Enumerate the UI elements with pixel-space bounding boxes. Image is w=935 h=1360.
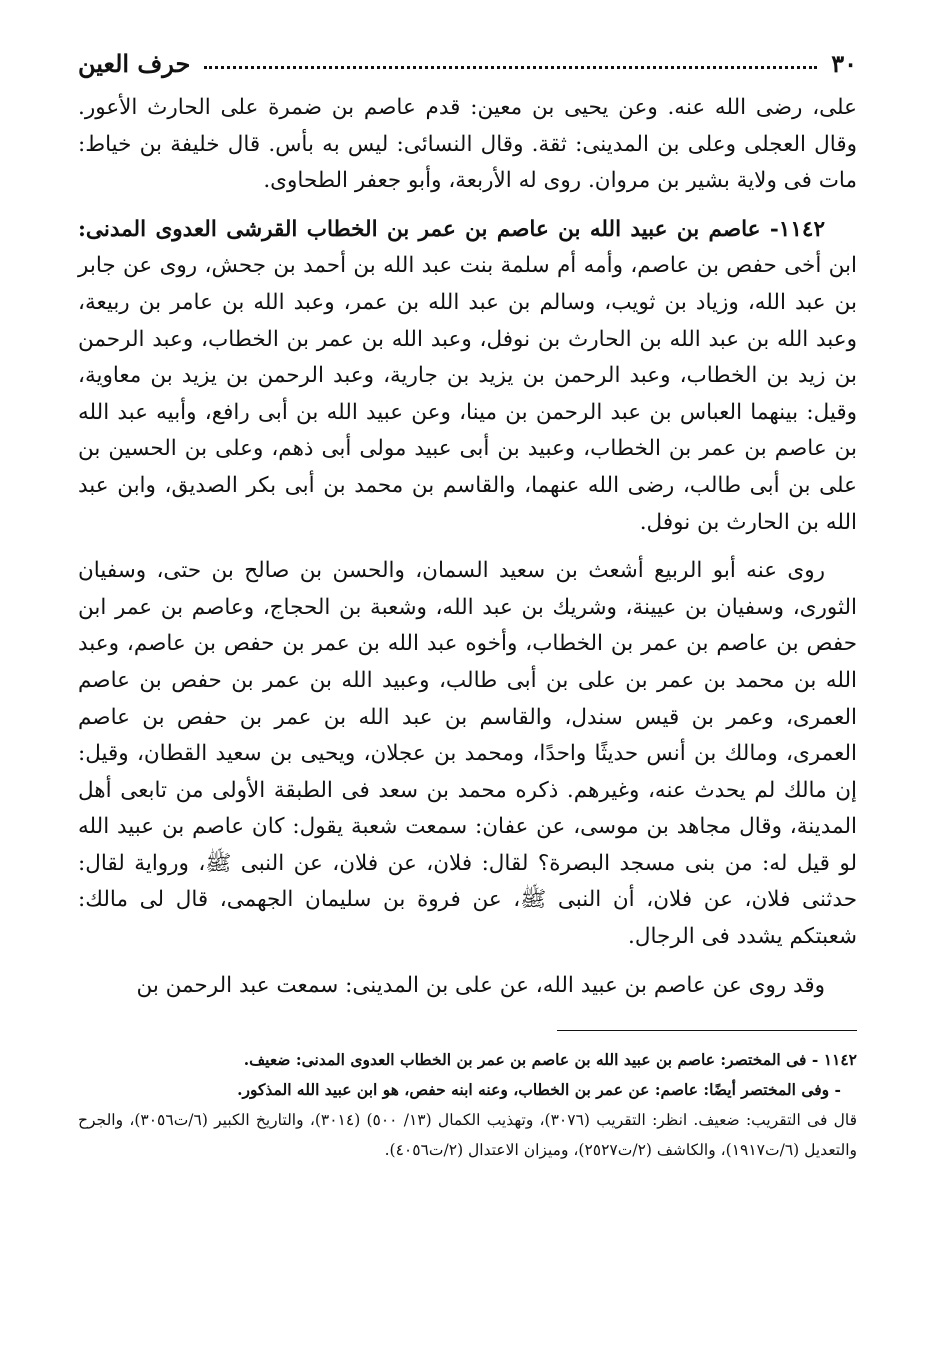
header-dotted-leader	[204, 66, 817, 69]
narrators-paragraph: روى عنه أبو الربيع أشعث بن سعيد السمان، والحسن بن صالح بن حتى، وسفيان الثورى، وسفيان بن عيينة، وشريك بن عبد الله، وشعبة بن الحجاج، وعاصم بن عمر ابن حفص بن عاصم بن عمر بن الخطاب، وأخوه عبد الله بن عمر بن حفص بن عاصم، وعبد الله بن محمد بن عمر بن على بن أبى طالب، وعبيد الله بن عمر بن حفص بن عاصم العمرى، وعمر بن قيس سندل، والقاسم بن عبد الله بن عمر بن حفص بن عاصم العمرى، ومالك بن أنس حديثًا واحدًا، ومحمد بن عجلان، ويحيى بن سعيد القطان، وقيل: إن مالك لم يحدث عنه، وغيرهم. ذكره محمد بن سعد فى الطبقة الأولى من تابعى أهل المدينة، وقال مجاهد بن موسى، عن عفان: سمعت شعبة يقول: كان عاصم بن عبيد الله لو قيل له: من بنى مسجد البصرة؟ لقال: فلان، عن فلان، عن النبى ﷺ، ورواية لقال: حدثنى فلان، عن فلان، أن النبى ﷺ، عن فروة بن سليمان الجهمى، قال لى مالك: شعبتكم يشدد فى الرجال.	[78, 558, 857, 950]
footnote-1: ١١٤٢ - فى المختصر: عاصم بن عبيد الله بن عاصم بن عمر بن الخطاب العدوى المدنى: ضعيف.	[243, 1050, 857, 1070]
footnote-separator	[557, 1030, 857, 1031]
footnotes	[78, 1045, 857, 1165]
footnote-3: قال فى التقريب: ضعيف. انظر: التقريب (٣٠٧٦)، وتهذيب الكمال (١٣/ ٥٠٠) (٣٠١٤)، والتاريخ الكبير (٦/ت٣٠٥٦)، والجرح والتعديل (٦/ت١٩١٧)، والكاشف (٢/ت٢٥٢٧)، وميزان الاعتدال (٢/ت٤٠٥٦).	[78, 1111, 858, 1160]
page-number: ٣٠	[831, 48, 857, 78]
running-header	[78, 38, 857, 88]
book-page	[78, 38, 857, 1340]
continuation-paragraph: على، رضى الله عنه. وعن يحيى بن معين: قدم عاصم بن ضمرة على الحارث الأعور. وقال العجلى وعلى بن المدينى: ثقة. وقال النسائى: ليس به بأس. قال خليفة بن خياط: مات فى ولاية بشير بن مروان. روى له الأربعة، وأبو جعفر الطحاوى.	[78, 95, 857, 194]
main-text	[78, 90, 857, 1004]
closing-paragraph: وقد روى عن عاصم بن عبيد الله، عن على بن المدينى: سمعت عبد الرحمن بن	[136, 972, 825, 998]
entry-number: ١١٤٢	[778, 216, 825, 242]
entry-text: ابن أخى حفص بن عاصم، وأمه أم سلمة بنت عبد الله بن أحمد بن جحش، روى عن جابر بن عبد الله، وزياد بن ثويب، وسالم بن عبد الله بن عمر، وعبد الله بن عامر بن ربيعة، وعبد الله بن عبد الله بن الحارث بن نوفل، وعبد الله بن عمر بن الخطاب، وعبد الرحمن بن زيد بن الخطاب، وعبد الرحمن بن يزيد بن جارية، وعبد الرحمن بن يزيد بن معاوية، وقيل: بينهما العباس بن عبد الرحمن بن مينا، وعن عبيد الله بن أبى رافع، وأبيه عبد الله بن عاصم بن عمر بن الخطاب، وعبيد بن أبى عبيد مولى أبى ذهم، وعلى بن الحسين بن على بن أبى طالب، رضى الله عنهما، والقاسم بن محمد بن أبى بكر الصديق، وابن عبد الله بن الحارث بن نوفل.	[78, 253, 857, 535]
entry-heading: - عاصم بن عبيد الله بن عاصم بن عمر بن الخطاب القرشى العدوى المدنى:	[78, 216, 779, 242]
section-title: حرف العين	[78, 48, 191, 78]
biography-entry-1142	[78, 212, 857, 541]
footnote-2: - وفى المختصر أيضًا: عاصم: عن عمر بن الخطاب، وعنه ابنه حفص، هو ابن عبيد الله المذكور.	[237, 1080, 841, 1100]
